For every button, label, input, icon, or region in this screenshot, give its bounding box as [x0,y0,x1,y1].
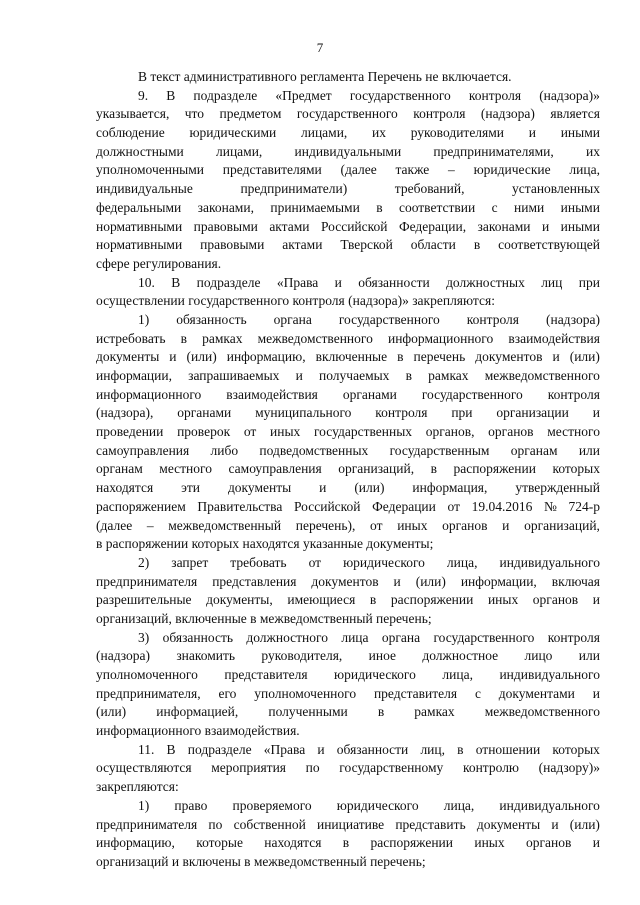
text-line: осуществлении государственного контроля (надзора)» закрепляются: [96,293,495,309]
text-line: В текст административного регламента Перечень не включается. [138,69,512,84]
text-line: соблюдение юридическими лицами, их руководителями и иными [96,125,600,141]
body-text [96,68,600,872]
text-line: 3) обязанность должностного лица органа государственного контроля [138,629,600,645]
text-line: 9. В подразделе «Предмет государственного контроля (надзора)» [138,87,600,103]
text-line: сфере регулирования. [96,255,222,271]
text-line: 1) обязанность органа государственного контроля (надзора) [138,311,600,327]
text-line: (далее – межведомственный перечень), от иных органов и организаций, [96,517,600,533]
text-line: документы и (или) информацию, включенные в перечень документов и (или) [96,349,600,365]
text-line: находятся эти документы и (или) информация, утвержденный [96,480,600,496]
text-line: нормативными правовыми актами Тверской области в соответствующей [96,237,600,253]
text-line: информационного взаимодействия органами государственного контроля [96,386,600,402]
text-line: 2) запрет требовать от юридического лица, индивидуального [138,554,600,570]
text-line: информации, запрашиваемых и получаемых в рамках межведомственного [96,368,600,383]
text-line: осуществляются мероприятия по государственному контролю (надзору)» [96,760,600,776]
text-line: уполномоченными представителями (далее также – юридические лица, [96,162,600,178]
text-line: (надзора) знакомить руководителя, иное должностное лицо или [96,648,600,664]
text-line: уполномоченного представителя юридического лица, индивидуального [96,667,600,682]
text-line: должностными лицами, индивидуальными предпринимателями, их [96,143,600,159]
text-line: предпринимателя, его уполномоченного представителя с документами и [96,685,600,701]
page-number: 7 [316,40,324,55]
text-line: информацию, которые находятся в распоряжении иных органов и [96,835,600,851]
text-line: разрешительные документы, имеющиеся в распоряжении иных органов и [96,592,600,608]
text-line: организаций и включены в межведомственный перечень; [96,853,426,869]
text-line: организаций, включенные в межведомственный перечень; [96,610,432,626]
text-line: проведении проверок от иных государственных органов, органов местного [96,424,600,440]
text-line: истребовать в рамках межведомственного информационного взаимодействия [96,330,600,346]
text-line: закрепляются: [96,779,179,795]
text-line: распоряжением Правительства Российской Федерации от 19.04.2016 № 724-р [96,498,600,514]
text-line: 11. В подразделе «Права и обязанности лиц, в отношении которых [138,741,600,757]
text-line: предпринимателя по собственной инициативе представить документы и (или) [96,816,600,832]
text-line: самоуправления либо подведомственных государственным органам или [96,442,600,458]
text-line: предпринимателя представления документов и (или) информации, включая [96,573,600,589]
text-line: 1) право проверяемого юридического лица, индивидуального [138,797,600,813]
text-line: нормативными правовыми актами Российской Федерации, законами и иными [96,218,600,234]
text-line: индивидуальные предприниматели) требований, установленных [96,181,600,197]
text-line: в распоряжении которых находятся указанные документы; [96,536,434,552]
text-line: информационного взаимодействия. [96,723,300,739]
text-line: органам местного самоуправления организаций, в распоряжении которых [96,461,600,477]
text-line: федеральными законами, принимаемыми в соответствии с ними иными [96,199,600,215]
text-line: 10. В подразделе «Права и обязанности должностных лиц при [138,274,600,290]
text-line: (надзора), органами муниципального контроля при организации и [96,405,600,421]
text-line: (или) информацией, полученными в рамках межведомственного [96,704,600,720]
text-line: указывается, что предметом государственного контроля (надзора) является [96,106,600,122]
